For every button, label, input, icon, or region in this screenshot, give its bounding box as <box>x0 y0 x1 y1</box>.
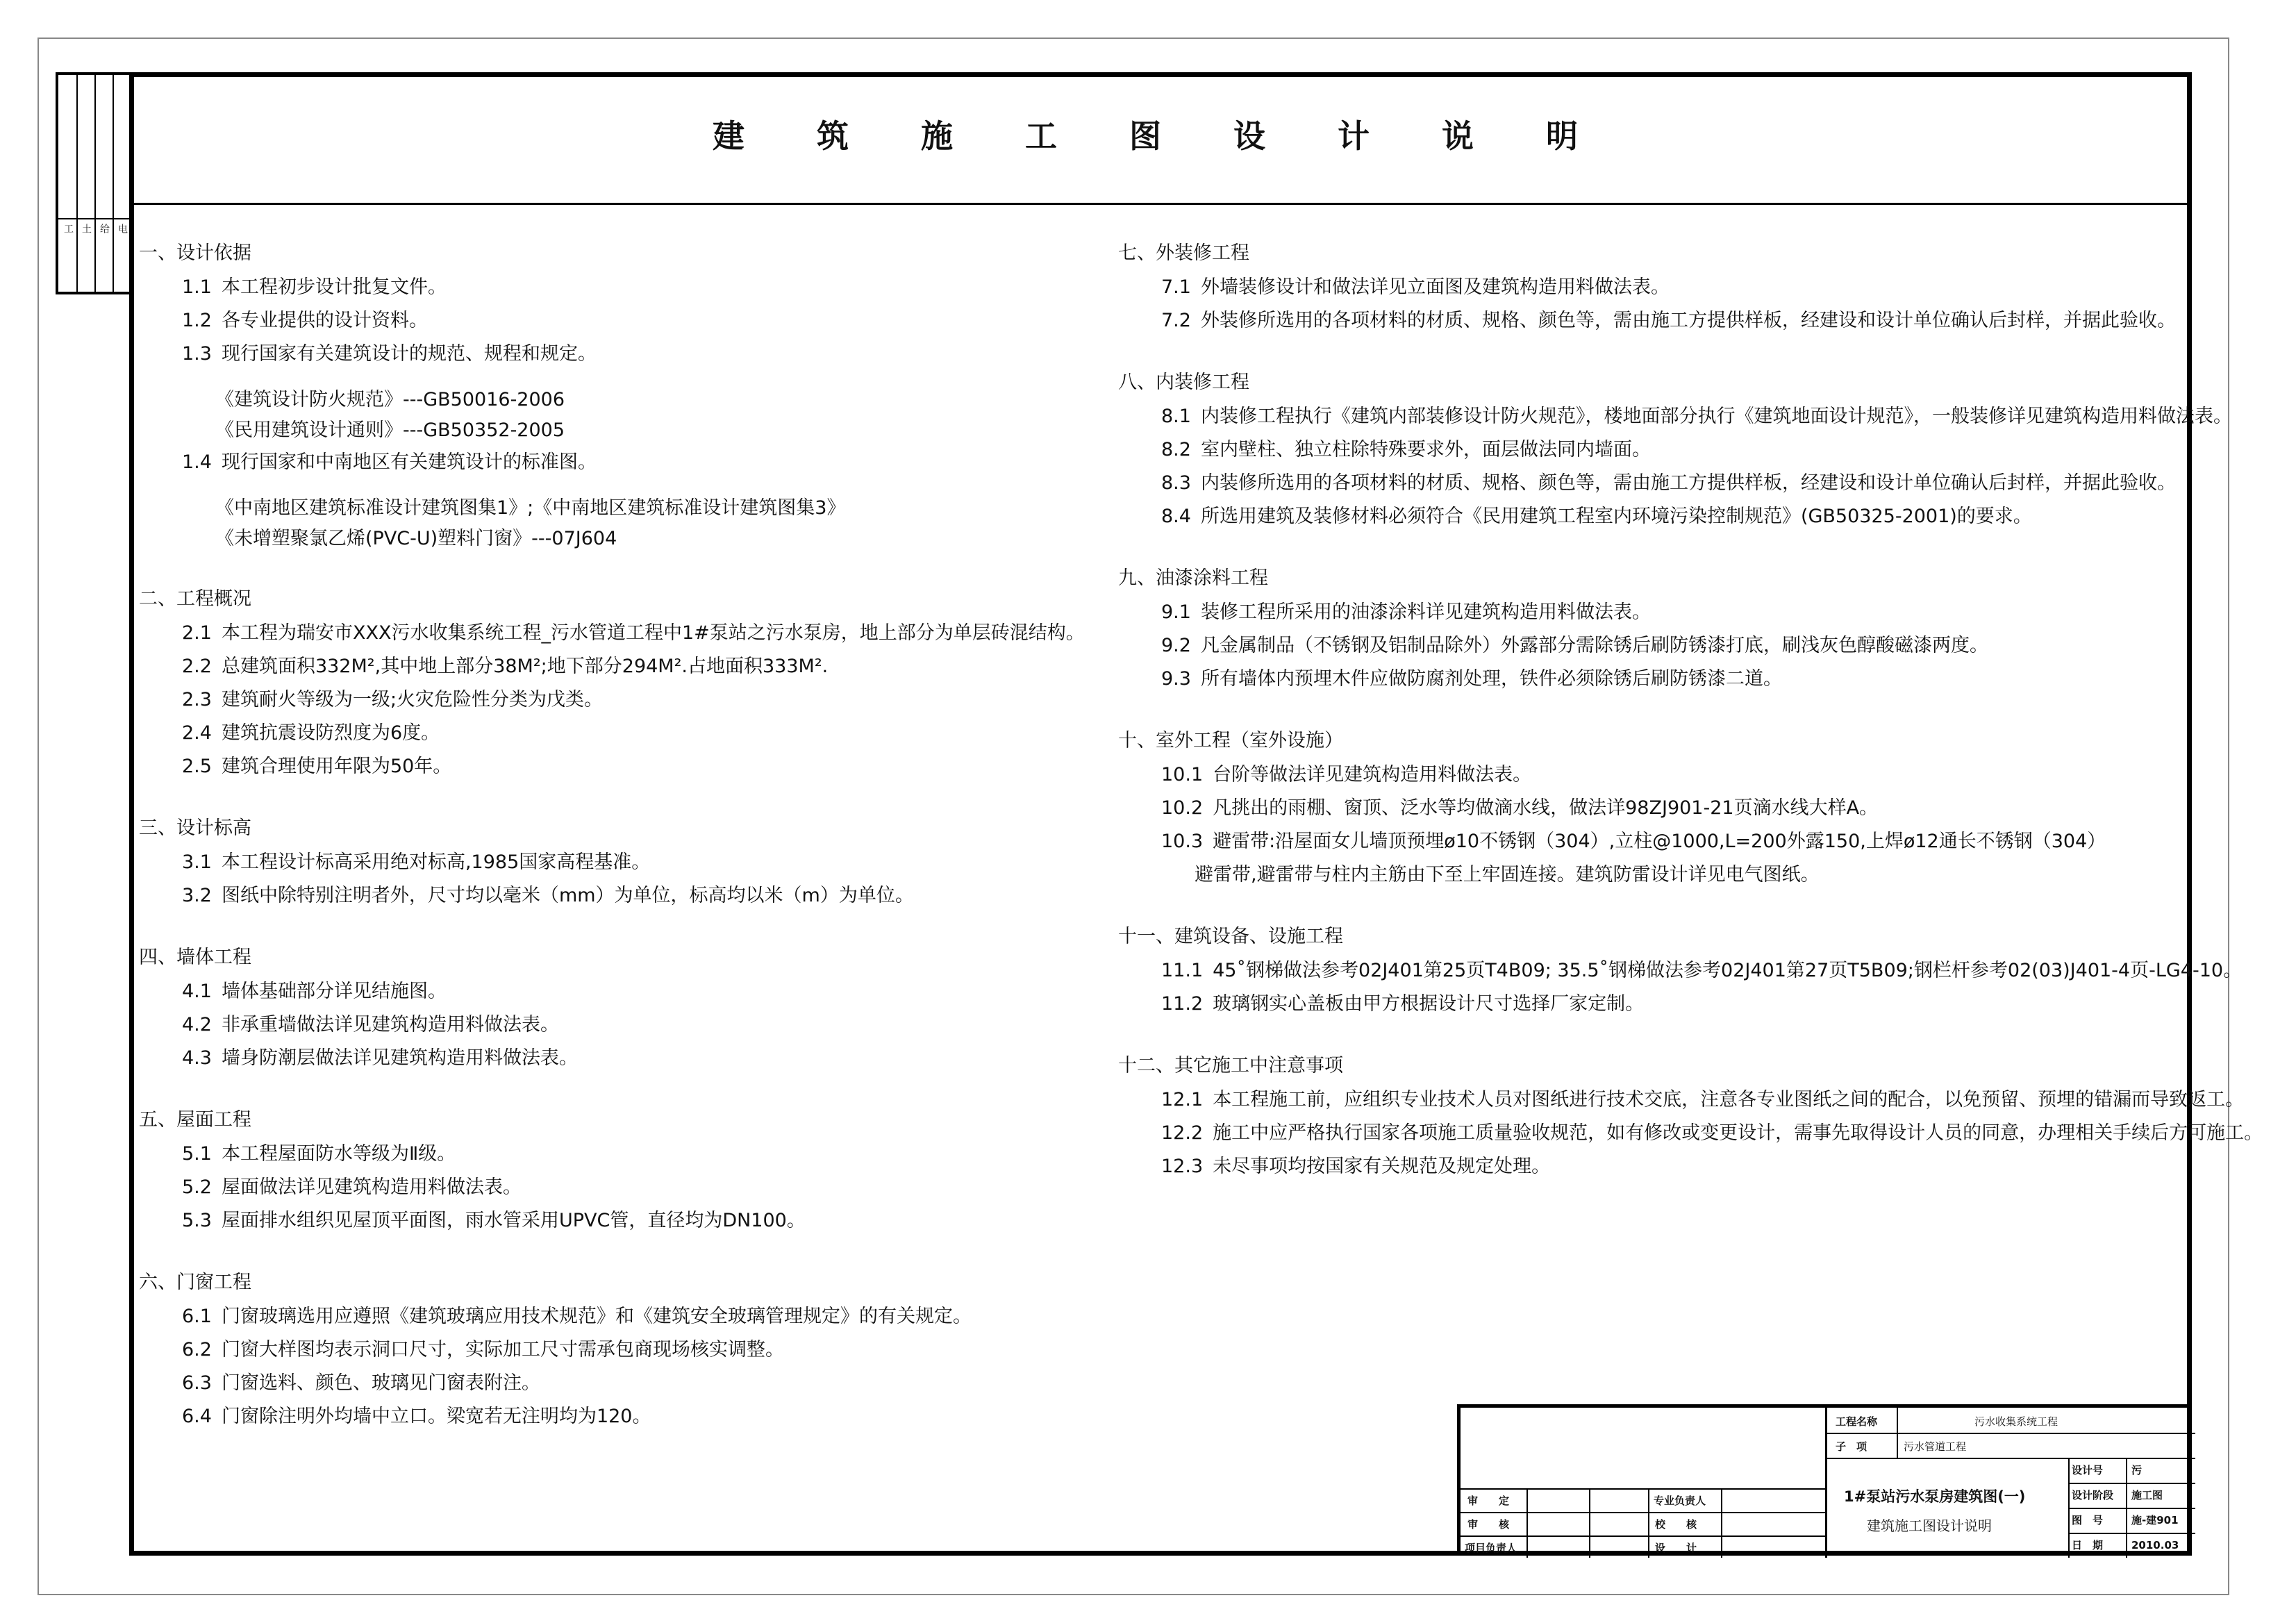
binding-line <box>58 218 129 219</box>
clause-number: 9.2 <box>1161 635 1191 656</box>
binding-line <box>76 75 78 292</box>
clause-number: 10.2 <box>1161 797 1204 819</box>
subitem-label: 子 项 <box>1836 1440 1867 1453</box>
clause-text: 所有墙体内预埋木件应做防腐剂处理，铁件必须除锈后刷防锈漆二道。 <box>1200 668 1782 690</box>
clause-number: 12.1 <box>1161 1089 1204 1110</box>
binding-line <box>94 75 96 292</box>
clause <box>139 1204 1076 1238</box>
clause-text: 《中南地区建筑标准设计建筑图集1》;《中南地区建筑标准设计建筑图集3》 <box>215 497 846 519</box>
section-heading: 五、屋面工程 <box>139 1109 251 1131</box>
binding-line <box>113 75 114 292</box>
clause-number: 5.1 <box>182 1143 212 1165</box>
clause-number: 10.1 <box>1161 764 1204 785</box>
binding-label: 土 <box>81 224 92 233</box>
clause-number: 2.4 <box>182 722 212 744</box>
tb-line <box>1526 1488 1528 1558</box>
binding-strip <box>56 72 129 294</box>
clause-text: 凡挑出的雨棚、窗顶、泛水等均做滴水线，做法详98ZJ901-21页滴水线大样A。 <box>1213 797 1879 819</box>
clause <box>1118 663 2188 696</box>
clause-text: 未尽事项均按国家有关规范及规定处理。 <box>1213 1156 1551 1177</box>
clause-number: 11.2 <box>1161 993 1204 1015</box>
clause <box>1118 500 2188 533</box>
clause-number: 1.4 <box>182 451 212 473</box>
title-block <box>1457 1404 2192 1556</box>
clause <box>139 1333 1076 1367</box>
section <box>139 1103 1076 1238</box>
clause-number: 8.2 <box>1161 439 1191 460</box>
clause <box>139 650 1076 683</box>
clause <box>1118 629 2188 663</box>
tb-line <box>1825 1433 2195 1434</box>
clause <box>1118 988 2188 1021</box>
section-heading: 十、室外工程（室外设施） <box>1118 730 1343 751</box>
clause-text: 台阶等做法详见建筑构造用料做法表。 <box>1213 764 1532 785</box>
tb-line <box>1461 1535 1825 1537</box>
clause <box>139 717 1076 750</box>
section <box>1118 724 2188 892</box>
audit-label: 审 定 <box>1467 1495 1510 1507</box>
section <box>1118 236 2188 338</box>
tb-line <box>1461 1512 1825 1513</box>
section-heading: 四、墙体工程 <box>139 947 251 968</box>
clause-number: 9.3 <box>1161 668 1191 690</box>
design-no: 污 <box>2131 1464 2143 1476</box>
page-title: 建 筑 施 工 图 设 计 说 明 <box>712 117 1609 155</box>
binding-label: 给 <box>99 224 110 233</box>
clause <box>139 304 1076 338</box>
clause-text: 本工程初步设计批复文件。 <box>221 276 447 298</box>
clause-text: 施工中应严格执行国家各项施工质量验收规范，如有修改或变更设计，需事先取得设计人员的同意，办理相关手续后方可施工。 <box>1213 1122 2263 1144</box>
clause <box>139 879 1076 913</box>
clause-text: 《建筑设计防火规范》---GB50016-2006 <box>215 389 565 410</box>
clause-number: 5.2 <box>182 1176 212 1198</box>
clause-text: 门窗玻璃选用应遵照《建筑玻璃应用技术规范》和《建筑安全玻璃管理规定》的有关规定。 <box>221 1306 972 1327</box>
spacer <box>139 371 1076 385</box>
clause-text: 《民用建筑设计通则》---GB50352-2005 <box>215 419 565 441</box>
clause-text: 建筑抗震设防烈度为6度。 <box>221 722 440 744</box>
tb-line <box>1721 1488 1722 1558</box>
clause-text: 内装修工程执行《建筑内部装修设计防火规范》，楼地面部分执行《建筑地面设计规范》，一般装修详见建筑构造用料做法表。 <box>1200 406 2232 427</box>
clause-number: 3.1 <box>182 851 212 873</box>
clause-number: 2.3 <box>182 689 212 710</box>
clause <box>139 1042 1076 1075</box>
binding-label: 工 <box>63 224 74 233</box>
clause <box>139 975 1076 1008</box>
clause <box>1118 792 2188 825</box>
clause <box>1118 825 2188 858</box>
clause <box>1118 1150 2188 1183</box>
clause <box>1118 304 2188 338</box>
section <box>139 236 1076 554</box>
binding-label: 电 <box>117 224 128 233</box>
clause <box>139 271 1076 304</box>
clause-text: 45˚钢梯做法参考02J401第25页T4B09; 35.5˚钢梯做法参考02J401第27页T5B09;钢栏杆参考02(03)J401-4页-LG4-10。 <box>1213 960 2243 981</box>
clause-text: 本工程施工前，应组织专业技术人员对图纸进行技术交底，注意各专业图纸之间的配合，以免预留、预埋的错漏而导致返工。 <box>1213 1089 2245 1110</box>
clause <box>139 1171 1076 1204</box>
clause-text: 凡金属制品（不锈钢及铝制品除外）外露部分需除锈后刷防锈漆打底，刷浅灰色醇酸磁漆两度。 <box>1200 635 1988 656</box>
section-heading: 十一、建筑设备、设施工程 <box>1118 926 1343 947</box>
tb-line <box>2068 1508 2195 1509</box>
clause-text: 非承重墙做法详见建筑构造用料做法表。 <box>221 1014 559 1035</box>
clause-number: 1.1 <box>182 276 212 298</box>
clause-text: 内装修所选用的各项材料的材质、规格、颜色等，需由施工方提供样板，经建设和设计单位确认后封样，并据此验收。 <box>1200 472 2176 494</box>
section-heading: 十二、其它施工中注意事项 <box>1118 1055 1343 1076</box>
clause-text: 屋面排水组织见屋顶平面图，雨水管采用UPVC管，直径均为DN100。 <box>221 1210 806 1231</box>
clause <box>1118 858 2188 892</box>
clause <box>139 415 1076 446</box>
tb-line <box>1825 1458 2195 1459</box>
clause-number: 2.1 <box>182 622 212 644</box>
pm-label: 项目负责人 <box>1465 1542 1517 1554</box>
section <box>1118 1049 2263 1183</box>
clause-text: 本工程设计标高采用绝对标高,1985国家高程基准。 <box>221 851 651 873</box>
clause <box>1118 433 2188 467</box>
proof-label: 校 核 <box>1655 1518 1697 1531</box>
clause-text: 建筑耐火等级为一级;火灾危险性分类为戊类。 <box>221 689 604 710</box>
clause-text: 装修工程所采用的油漆涂料详见建筑构造用料做法表。 <box>1200 601 1651 623</box>
clause-text: 屋面做法详见建筑构造用料做法表。 <box>221 1176 522 1198</box>
clause <box>139 683 1076 717</box>
section <box>1118 365 2232 533</box>
major-label: 专业负责人 <box>1654 1495 1706 1507</box>
clause <box>139 1008 1076 1042</box>
section-heading: 八、内装修工程 <box>1118 372 1249 393</box>
clause <box>1118 596 2188 629</box>
date-value: 2010.03 <box>2131 1539 2179 1551</box>
clause-number: 7.2 <box>1161 310 1191 331</box>
project-name-label: 工程名称 <box>1836 1415 1878 1428</box>
clause-number: 8.1 <box>1161 406 1191 427</box>
clause-number: 6.2 <box>182 1339 212 1360</box>
section-heading: 七、外装修工程 <box>1118 242 1249 264</box>
tb-line <box>1461 1488 1825 1490</box>
section <box>139 582 1085 783</box>
tb-line <box>1589 1488 1590 1558</box>
section-heading: 一、设计依据 <box>139 242 251 264</box>
clause-text: 门窗除注明外均墙中立口。梁宽若无注明均为120。 <box>221 1406 651 1427</box>
clause-number: 9.1 <box>1161 601 1191 623</box>
clause <box>139 524 1076 554</box>
clause <box>1118 467 2188 500</box>
clause <box>1118 758 2188 792</box>
clause-text: 建筑合理使用年限为50年。 <box>221 756 452 777</box>
clause-number: 4.1 <box>182 981 212 1002</box>
clause-text: 图纸中除特别注明者外，尺寸均以毫米（mm）为单位，标高均以米（m）为单位。 <box>221 885 914 906</box>
clause-number: 8.4 <box>1161 506 1191 527</box>
clause-number: 12.2 <box>1161 1122 1204 1144</box>
drawing-no-label: 图 号 <box>2072 1514 2104 1526</box>
clause <box>139 385 1076 415</box>
clause-number: 4.3 <box>182 1047 212 1069</box>
clause-number: 3.2 <box>182 885 212 906</box>
section-heading: 二、工程概况 <box>139 588 251 610</box>
clause <box>1118 1083 2245 1117</box>
clause <box>1118 400 2232 433</box>
clause <box>1118 271 2188 304</box>
clause-text: 本工程为瑞安市XXX污水收集系统工程_污水管道工程中1#泵站之污水泵房，地上部分为单层砖混结构。 <box>221 622 1085 644</box>
clause-text: 墙体基础部分详见结施图。 <box>221 981 447 1002</box>
clause-text: 《未增塑聚氯乙烯(PVC-U)塑料门窗》---07J604 <box>215 528 617 549</box>
drawing-subtitle: 建筑施工图设计说明 <box>1867 1517 1992 1534</box>
section-heading: 三、设计标高 <box>139 817 251 839</box>
clause <box>139 338 1076 371</box>
clause-text: 现行国家有关建筑设计的规范、规程和规定。 <box>221 343 597 365</box>
clause <box>139 446 1076 479</box>
clause-text: 本工程屋面防水等级为Ⅱ级。 <box>221 1143 456 1165</box>
clause-number: 2.2 <box>182 656 212 677</box>
clause-number: 7.1 <box>1161 276 1191 298</box>
clause-number: 2.5 <box>182 756 212 777</box>
drawing-no: 施-建901 <box>2131 1514 2179 1526</box>
clause <box>139 846 1076 879</box>
title-separator <box>129 203 2192 205</box>
clause-number: 6.3 <box>182 1372 212 1394</box>
clause-number: 11.1 <box>1161 960 1204 981</box>
clause <box>139 493 1076 524</box>
section-heading: 六、门窗工程 <box>139 1272 251 1293</box>
check-label: 审 核 <box>1467 1518 1510 1531</box>
clause-number: 10.3 <box>1161 831 1204 852</box>
clause-text: 现行国家和中南地区有关建筑设计的标准图。 <box>221 451 597 473</box>
clause-text: 玻璃钢实心盖板由甲方根据设计尺寸选择厂家定制。 <box>1213 993 1645 1015</box>
stage-label: 设计阶段 <box>2072 1489 2114 1501</box>
tb-line <box>1648 1488 1649 1558</box>
tb-line <box>2068 1533 2195 1534</box>
drawing-title: 1#泵站污水泵房建筑图(一) <box>1844 1488 2026 1505</box>
project-name: 污水收集系统工程 <box>1974 1415 2058 1428</box>
tb-line <box>1897 1408 1898 1458</box>
tb-line <box>2068 1483 2195 1484</box>
stage-value: 施工图 <box>2131 1489 2163 1501</box>
clause-text: 外装修所选用的各项材料的材质、规格、颜色等，需由施工方提供样板，经建设和设计单位确认后封样，并据此验收。 <box>1200 310 2176 331</box>
clause <box>139 1138 1076 1171</box>
section <box>139 940 1076 1075</box>
clause-number: 4.2 <box>182 1014 212 1035</box>
clause-number: 1.2 <box>182 310 212 331</box>
clause-text: 墙身防潮层做法详见建筑构造用料做法表。 <box>221 1047 578 1069</box>
clause-text: 各专业提供的设计资料。 <box>221 310 428 331</box>
right-column <box>1118 236 2263 1211</box>
clause <box>1118 1117 2263 1150</box>
design-label: 设 计 <box>1655 1542 1697 1554</box>
section <box>1118 561 2188 696</box>
section <box>139 811 1076 913</box>
section <box>139 1265 1076 1433</box>
date-label: 日 期 <box>2072 1539 2104 1551</box>
clause-number: 6.1 <box>182 1306 212 1327</box>
spacer <box>139 479 1076 493</box>
clause <box>139 617 1085 650</box>
section-heading: 九、油漆涂料工程 <box>1118 567 1268 589</box>
clause <box>1118 954 2243 988</box>
clause <box>139 1300 1076 1333</box>
design-no-label: 设计号 <box>2072 1464 2104 1476</box>
clause-text: 总建筑面积332M²,其中地上部分38M²;地下部分294M².占地面积333M². <box>221 656 829 677</box>
clause <box>139 750 1076 783</box>
clause-text: 所选用建筑及装修材料必须符合《民用建筑工程室内环境污染控制规范》(GB50325-2001)的要求。 <box>1200 506 2032 527</box>
clause-number: 6.4 <box>182 1406 212 1427</box>
clause-number: 1.3 <box>182 343 212 365</box>
clause-number: 8.3 <box>1161 472 1191 494</box>
clause <box>139 1400 1076 1433</box>
clause-text: 门窗选料、颜色、玻璃见门窗表附注。 <box>221 1372 540 1394</box>
clause-text: 门窗大样图均表示洞口尺寸，实际加工尺寸需承包商现场核实调整。 <box>221 1339 784 1360</box>
clause-number: 12.3 <box>1161 1156 1204 1177</box>
clause <box>139 1367 1076 1400</box>
clause-number: 5.3 <box>182 1210 212 1231</box>
left-column <box>139 236 1085 1461</box>
clause-text: 避雷带:沿屋面女儿墙顶预埋ø10不锈钢（304）,立柱@1000,L=200外露150,上焊ø12通长不锈钢（304） <box>1213 831 2106 852</box>
tb-line <box>1825 1408 1827 1558</box>
clause-text: 外墙装修设计和做法详见立面图及建筑构造用料做法表。 <box>1200 276 1670 298</box>
subitem-value: 污水管道工程 <box>1904 1440 1967 1453</box>
clause-text: 避雷带,避雷带与柱内主筋由下至上牢固连接。建筑防雷设计详见电气图纸。 <box>1195 864 1820 885</box>
clause-text: 室内壁柱、独立柱除特殊要求外，面层做法同内墙面。 <box>1200 439 1651 460</box>
section <box>1118 919 2243 1021</box>
